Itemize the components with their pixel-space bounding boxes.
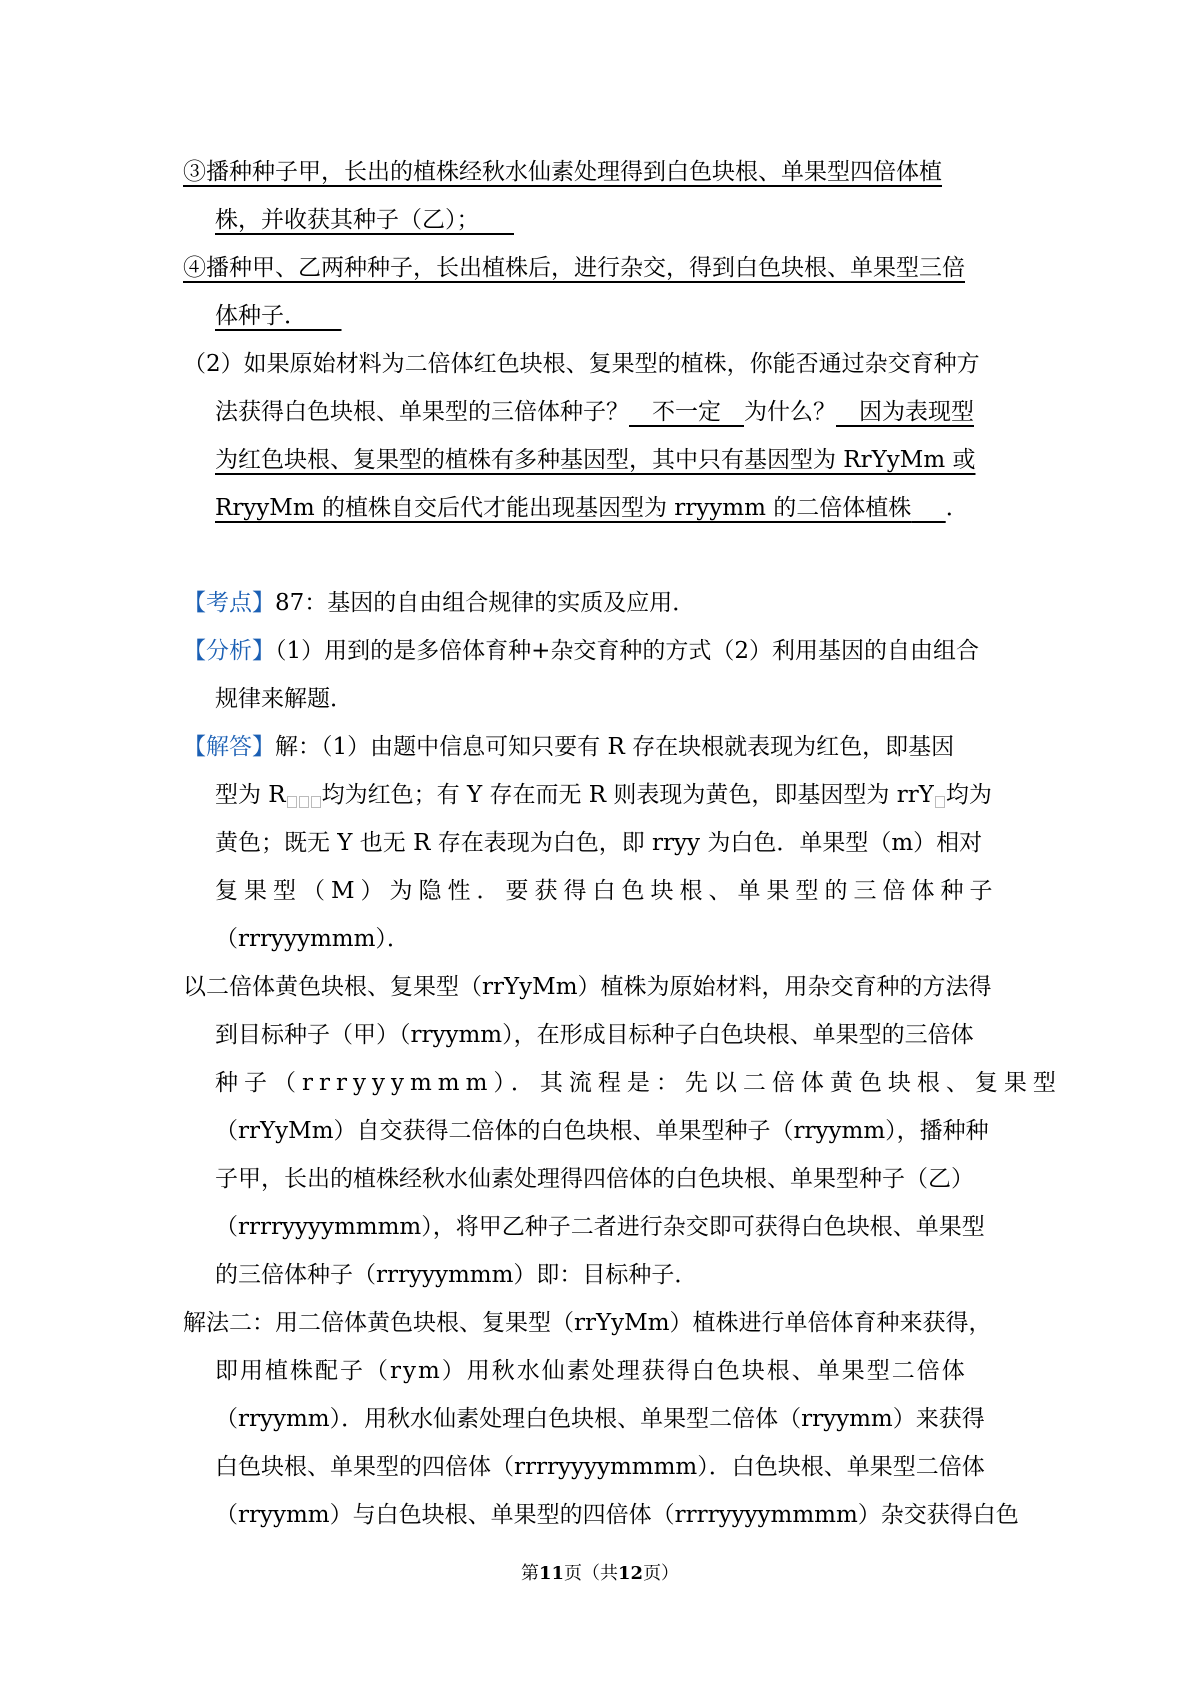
- placeholder-box: [935, 796, 945, 808]
- jieda-line2: 型为 R 均为红色；有 Y 存在而无 R 则表现为黄色，即基因型为 rrY 均为: [215, 782, 992, 808]
- q2-answer-2-start: 因为表现型: [859, 399, 974, 425]
- q2-line1: （2）如果原始材料为二倍体红色块根、复果型的植株，你能否通过杂交育种方: [183, 351, 980, 377]
- placeholder-box: [299, 796, 309, 808]
- page-number: 11: [538, 1563, 564, 1584]
- jieda-line3: 黄色；既无 Y 也无 R 存在表现为白色，即 rryy 为白色．单果型（m）相对: [215, 830, 983, 856]
- placeholder-box: [287, 796, 297, 808]
- q2-line2: 法获得白色块根、单果型的三倍体种子？ 不一定 为什么？ 因为表现型: [215, 399, 974, 425]
- q2-answer-2-line4: RryyMm 的植株自交后代才能出现基因型为 rryymm 的二倍体植株 ．: [215, 495, 969, 521]
- p3-line1: 解法二：用二倍体黄色块根、复果型（rrYyMm）植株进行单倍体育种来获得，: [183, 1310, 992, 1336]
- p3-line2: 即用植株配子（rym）用秋水仙素处理获得白色块根、单果型二倍体: [215, 1358, 967, 1384]
- p2-line3: 种子（rrryyymmm）．其流程是：先以二倍体黄色块根、复果型: [215, 1070, 1062, 1096]
- q2-answer-2-line3: 为红色块根、复果型的植株有多种基因型，其中只有基因型为 RrYyMm 或: [215, 447, 976, 473]
- q2-answer-1: 不一定: [652, 399, 721, 425]
- fenxi-line1: 【分析】（1）用到的是多倍体育种+杂交育种的方式（2）利用基因的自由组合: [183, 638, 980, 664]
- placeholder-box: [311, 796, 321, 808]
- step4-line2: 体种子．: [215, 303, 307, 329]
- fenxi-tag: 【分析】: [183, 638, 275, 664]
- page-total: 12: [618, 1563, 644, 1584]
- page-footer: 第11页（共12页）: [520, 1563, 680, 1584]
- jieda-line1: 【解答】解：（1）由题中信息可知只要有 R 存在块根就表现为红色，即基因: [183, 734, 955, 760]
- p2-line5: 子甲，长出的植株经秋水仙素处理得四倍体的白色块根、单果型种子（乙）: [215, 1166, 974, 1192]
- fenxi-line2: 规律来解题．: [215, 686, 353, 712]
- p2-line6: （rrrryyyymmmm），将甲乙种子二者进行杂交即可获得白色块根、单果型: [215, 1214, 985, 1240]
- kaodian-tag: 【考点】: [183, 590, 275, 616]
- p3-line3: （rryymm）．用秋水仙素处理白色块根、单果型二倍体（rryymm）来获得: [215, 1406, 985, 1432]
- p2-line7: 的三倍体种子（rrryyymmm）即：目标种子．: [215, 1262, 698, 1288]
- step3-line1: ③播种种子甲，长出的植株经秋水仙素处理得到白色块根、单果型四倍体植: [183, 159, 942, 185]
- kaodian-line: 【考点】87：基因的自由组合规律的实质及应用．: [183, 590, 696, 616]
- p3-line4: 白色块根、单果型的四倍体（rrrryyyymmmm）．白色块根、单果型二倍体: [215, 1454, 985, 1480]
- jieda-line4: 复果型（M）为隐性．要获得白色块根、单果型的三倍体种子: [215, 878, 999, 904]
- p2-line2: 到目标种子（甲）（rryymm），在形成目标种子白色块根、单果型的三倍体: [215, 1022, 974, 1048]
- jieda-line5: （rrryyymmm）．: [215, 926, 410, 952]
- p3-line5: （rryymm）与白色块根、单果型的四倍体（rrrryyyymmmm）杂交获得白色: [215, 1502, 1019, 1528]
- jieda-tag: 【解答】: [183, 734, 275, 760]
- p2-line1: 以二倍体黄色块根、复果型（rrYyMm）植株为原始材料，用杂交育种的方法得: [183, 974, 992, 1000]
- step3-line2: 株，并收获其种子（乙）；: [215, 207, 480, 233]
- step4-line1: ④播种甲、乙两种种子，长出植株后，进行杂交，得到白色块根、单果型三倍: [183, 255, 965, 281]
- p2-line4: （rrYyMm）自交获得二倍体的白色块根、单果型种子（rryymm），播种种: [215, 1118, 989, 1144]
